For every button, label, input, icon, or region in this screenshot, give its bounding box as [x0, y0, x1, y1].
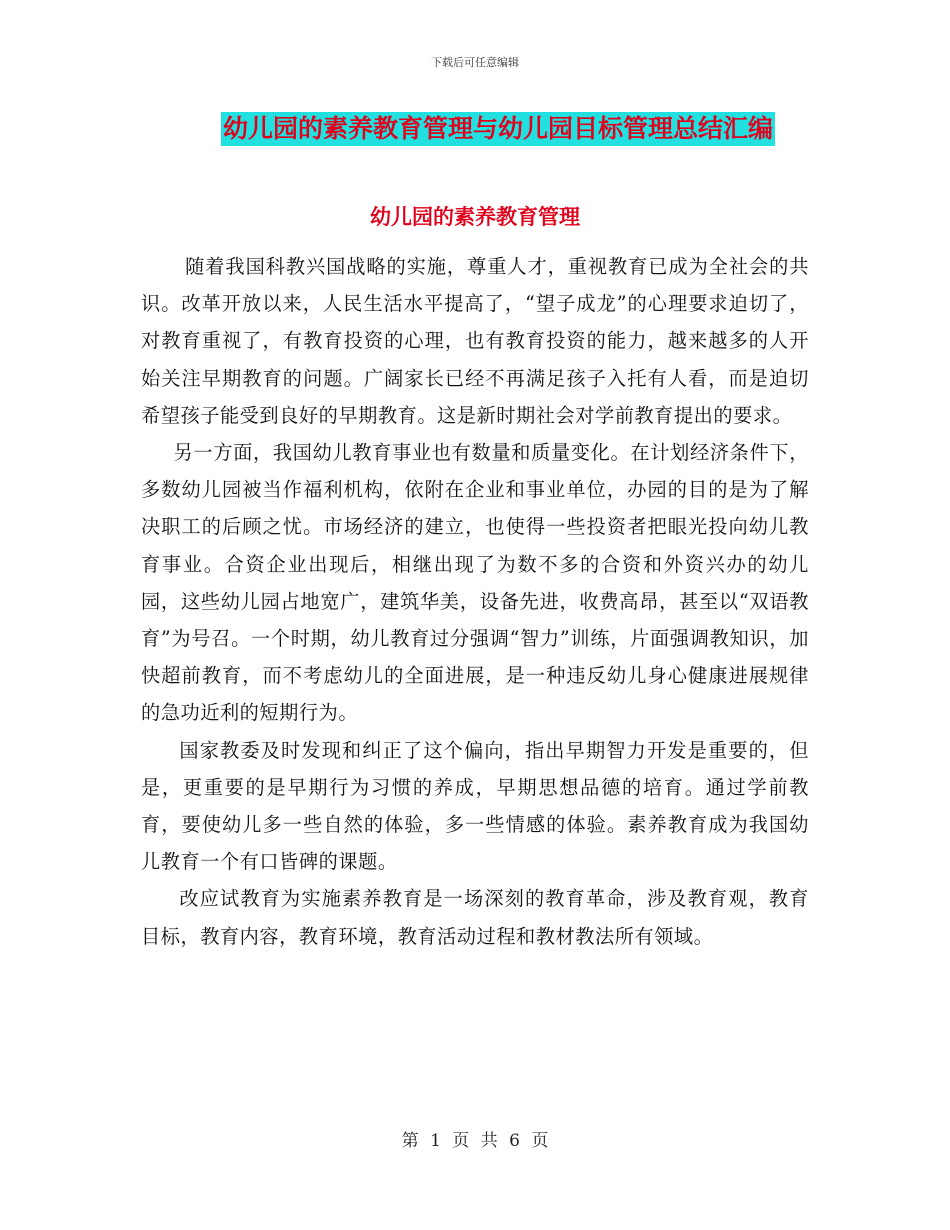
- paragraph: 改应试教育为实施素养教育是一场深刻的教育革命，涉及教育观，教育目标，教育内容，教育环境，教育活动过程和教材教法所有领域。: [141, 887, 809, 948]
- section-title: 幼儿园的素养教育管理: [370, 205, 580, 229]
- document-body: [141, 248, 809, 955]
- document-title: 幼儿园的素养教育管理与幼儿园目标管理总结汇编: [221, 112, 775, 146]
- paragraph: 国家教委及时发现和纠正了这个偏向，指出早期智力开发是重要的，但是，更重要的是早期行为习惯的养成，早期思想品德的培育。通过学前教育，要使幼儿多一些自然的体验，多一些情感的体验。素养教育成为我国幼儿教育一个有口皆碑的课题。: [141, 738, 809, 874]
- paragraph: 另一方面，我国幼儿教育事业也有数量和质量变化。在计划经济条件下，多数幼儿园被当作福利机构，依附在企业和事业单位，办园的目的是为了解决职工的后顾之忧。市场经济的建立，也使得一些投资者把眼光投向幼儿教育事业。合资企业出现后，相继出现了为数不多的合资和外资兴办的幼儿园，这些幼儿园占地宽广，建筑华美，设备先进，收费高昂，甚至以“双语教育”为号召。一个时期，幼儿教育过分强调“智力”训练，片面强调教知识，加快超前教育，而不考虑幼儿的全面进展，是一种违反幼儿身心健康进展规律的急功近利的短期行为。: [141, 441, 809, 725]
- document-title-container: [0, 112, 950, 146]
- page-number-footer: 第 1 页 共 6 页: [401, 1131, 549, 1151]
- header-note: 下载后可任意编辑: [431, 56, 519, 69]
- paragraph: 随着我国科教兴国战略的实施，尊重人才，重视教育已成为全社会的共识。改革开放以来，人民生活水平提高了，“望子成龙”的心理要求迫切了，对教育重视了，有教育投资的心理，也有教育投资的能力，越来越多的人开始关注早期教育的问题。广阔家长已经不再满足孩子入托有人看，而是迫切希望孩子能受到良好的早期教育。这是新时期社会对学前教育提出的要求。: [141, 255, 809, 427]
